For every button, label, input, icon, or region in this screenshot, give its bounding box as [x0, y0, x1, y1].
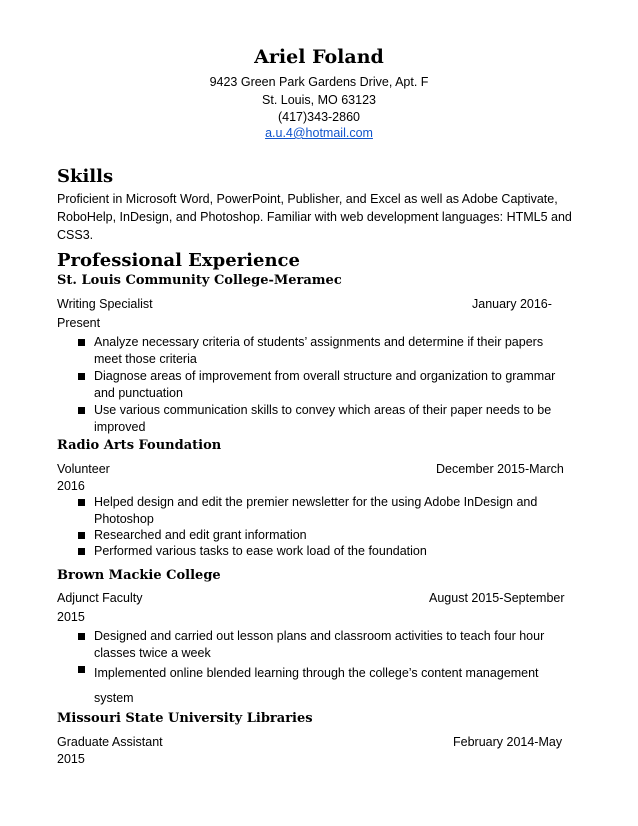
- email-line: [0, 126, 638, 140]
- bullet-icon: [78, 407, 85, 414]
- job-date-start: December 2015-March: [436, 462, 564, 476]
- job-date-start: January 2016-: [472, 297, 552, 311]
- bullet-icon: [78, 532, 85, 539]
- job-date-start: February 2014-May: [453, 735, 563, 749]
- job-date-end: 2015: [57, 752, 85, 766]
- job-org: St. Louis Community College-Meramec: [57, 273, 342, 288]
- job-bullet: Analyze necessary criteria of students’ assignments and determine if their papers meet those criteria: [94, 335, 544, 366]
- address-line: 9423 Green Park Gardens Drive, Apt. F: [209, 75, 429, 89]
- bullet-icon: [78, 666, 85, 673]
- phone-line: (417)343-2860: [277, 110, 360, 124]
- bullet-icon: [78, 499, 85, 506]
- job-org: Missouri State University Libraries: [57, 711, 313, 726]
- bullet-icon: [78, 339, 85, 346]
- bullet-icon: [78, 633, 85, 640]
- city-line: St. Louis, MO 63123: [262, 93, 376, 107]
- job-date-end: Present: [57, 316, 101, 330]
- job-bullet: Researched and edit grant information: [94, 528, 307, 542]
- job-date-end: 2016: [57, 479, 85, 493]
- job-date-start: August 2015-September: [429, 591, 565, 605]
- job-bullet: Performed various tasks to ease work load of the foundation: [94, 544, 427, 558]
- skills-text: Proficient in Microsoft Word, PowerPoint, Publisher, and Excel as well as Adobe Captivate, RoboHelp, InDesign, and Photoshop. Familiar with web development languages: HTML5 and CSS3.: [57, 192, 572, 242]
- experience-heading: Professional Experience: [57, 250, 300, 271]
- job-bullet: Helped design and edit the premier newsletter for the using Adobe InDesign and Photoshop: [94, 495, 538, 526]
- job-title: Adjunct Faculty: [57, 591, 143, 605]
- job-title: Writing Specialist: [57, 297, 153, 311]
- job-org: Brown Mackie College: [57, 568, 221, 583]
- job-bullet: Diagnose areas of improvement from overall structure and organization to grammar and punctuation: [94, 369, 556, 400]
- job-title: Volunteer: [57, 462, 110, 476]
- job-org: Radio Arts Foundation: [57, 438, 222, 453]
- bullet-icon: [78, 548, 85, 555]
- candidate-name: Ariel Foland: [254, 46, 384, 68]
- email-link[interactable]: a.u.4@hotmail.com: [265, 126, 373, 140]
- job-bullet: Designed and carried out lesson plans and classroom activities to teach four hour classes twice a week: [94, 629, 545, 660]
- job-bullet: Use various communication skills to convey which areas of their paper needs to be improved: [94, 403, 552, 434]
- job-title: Graduate Assistant: [57, 735, 163, 749]
- skills-heading: Skills: [57, 166, 114, 187]
- job-date-end: 2015: [57, 610, 85, 624]
- bullet-icon: [78, 373, 85, 380]
- job-bullet: Implemented online blended learning through the college’s content management system: [94, 666, 539, 705]
